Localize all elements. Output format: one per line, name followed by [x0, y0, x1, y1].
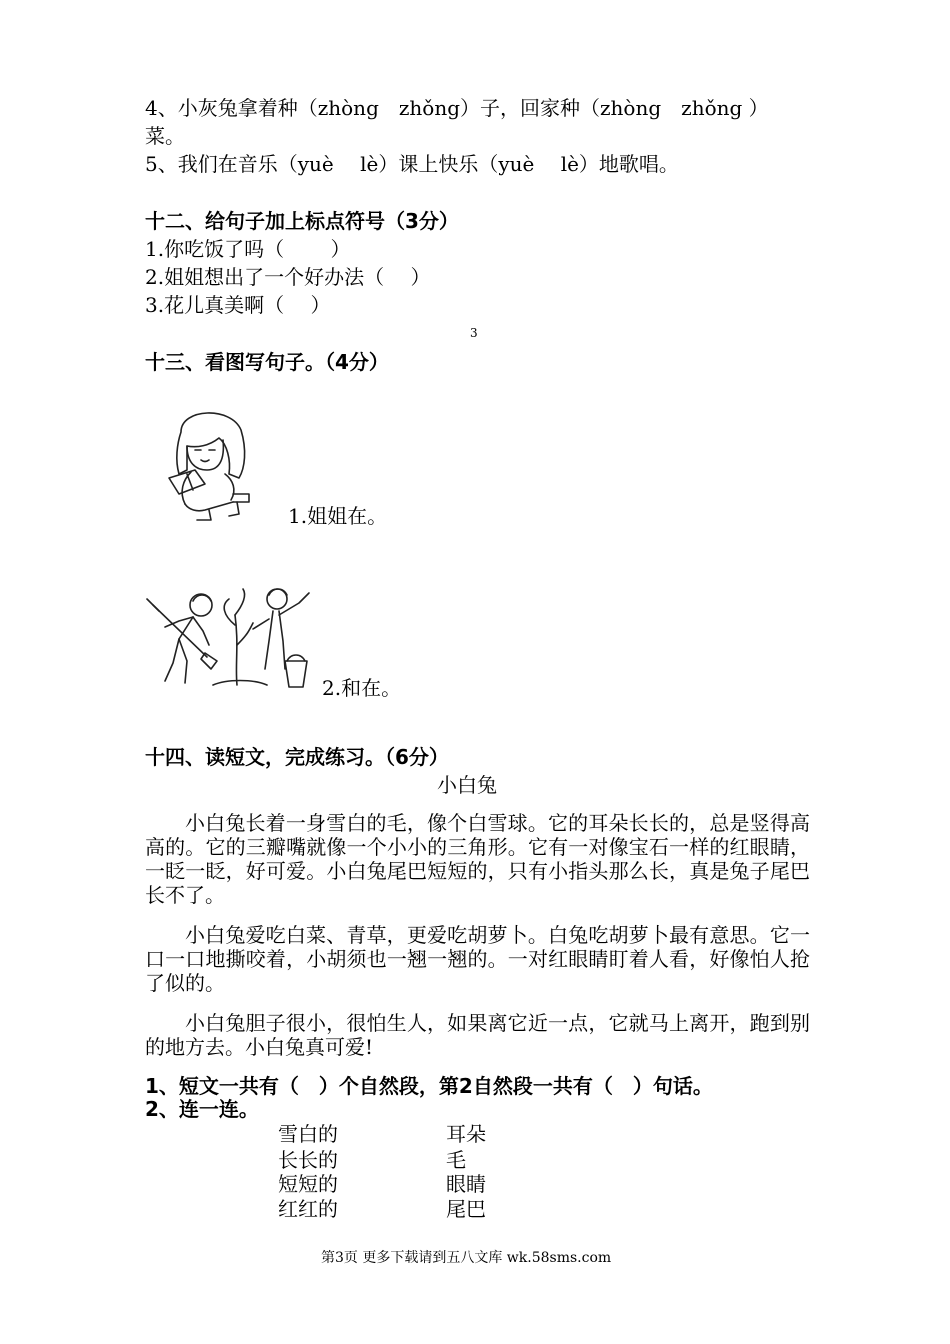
section-13-item-1: 1.姐姐在。 — [288, 504, 388, 528]
passage-paragraph-2: 小白兔爱吃白菜、青草，更爱吃胡萝卜。白兔吃胡萝卜最有意思。它一口一口地撕咬着，小胡须也一翘一翘的。一对红眼睛盯着人看，好像怕人抢了似的。 — [145, 923, 810, 995]
question-2: 2、连一连。 — [145, 1097, 259, 1121]
match-right-item: 毛 — [446, 1148, 466, 1172]
section-12-item-2: 2.姐姐想出了一个好办法（ ） — [145, 265, 431, 289]
kids-planting-tree-illustration — [143, 585, 323, 693]
page-footer: 第3页 更多下载请到五八文库 wk.58sms.com — [321, 1250, 612, 1266]
match-left-item: 长长的 — [278, 1148, 338, 1172]
match-left-item: 红红的 — [278, 1197, 338, 1221]
match-right-item: 眼睛 — [446, 1172, 486, 1196]
passage-paragraph-3: 小白兔胆子很小，很怕生人，如果离它近一点，它就马上离开，跑到别的地方去。小白兔真可爱! — [145, 1011, 810, 1059]
girl-reading-illustration — [133, 400, 283, 522]
section-13-item-2: 2.和在。 — [322, 676, 402, 700]
match-left-item: 雪白的 — [278, 1122, 338, 1146]
section-12-item-3: 3.花儿真美啊（ ） — [145, 293, 331, 317]
page-number: 3 — [470, 326, 478, 340]
section-12-item-1: 1.你吃饭了吗（ ） — [145, 237, 351, 261]
passage-title: 小白兔 — [437, 773, 497, 797]
question-4-line-a: 4、小灰兔拿着种（zhòng zhǒng）子，回家种（zhòng zhǒng ） — [145, 96, 769, 120]
question-4-line-b: 菜。 — [145, 124, 185, 148]
section-13-heading: 十三、看图写句子。（4分） — [145, 350, 389, 374]
question-1: 1、短文一共有（ ）个自然段，第2自然段一共有（ ）句话。 — [145, 1074, 713, 1098]
section-12-heading: 十二、给句子加上标点符号（3分） — [145, 209, 459, 233]
match-left-item: 短短的 — [278, 1172, 338, 1196]
question-5-line: 5、我们在音乐（yuè lè）课上快乐（yuè lè）地歌唱。 — [145, 152, 679, 176]
match-right-item: 尾巴 — [446, 1197, 486, 1221]
match-right-item: 耳朵 — [446, 1122, 486, 1146]
passage-paragraph-1: 小白兔长着一身雪白的毛，像个白雪球。它的耳朵长长的，总是竖得高高的。它的三瓣嘴就像一个小小的三角形。它有一对像宝石一样的红眼睛，一眨一眨，好可爱。小白兔尾巴短短的，只有小指头那么长，真是兔子尾巴长不了。 — [145, 811, 810, 907]
section-14-heading: 十四、读短文，完成练习。（6分） — [145, 745, 449, 769]
